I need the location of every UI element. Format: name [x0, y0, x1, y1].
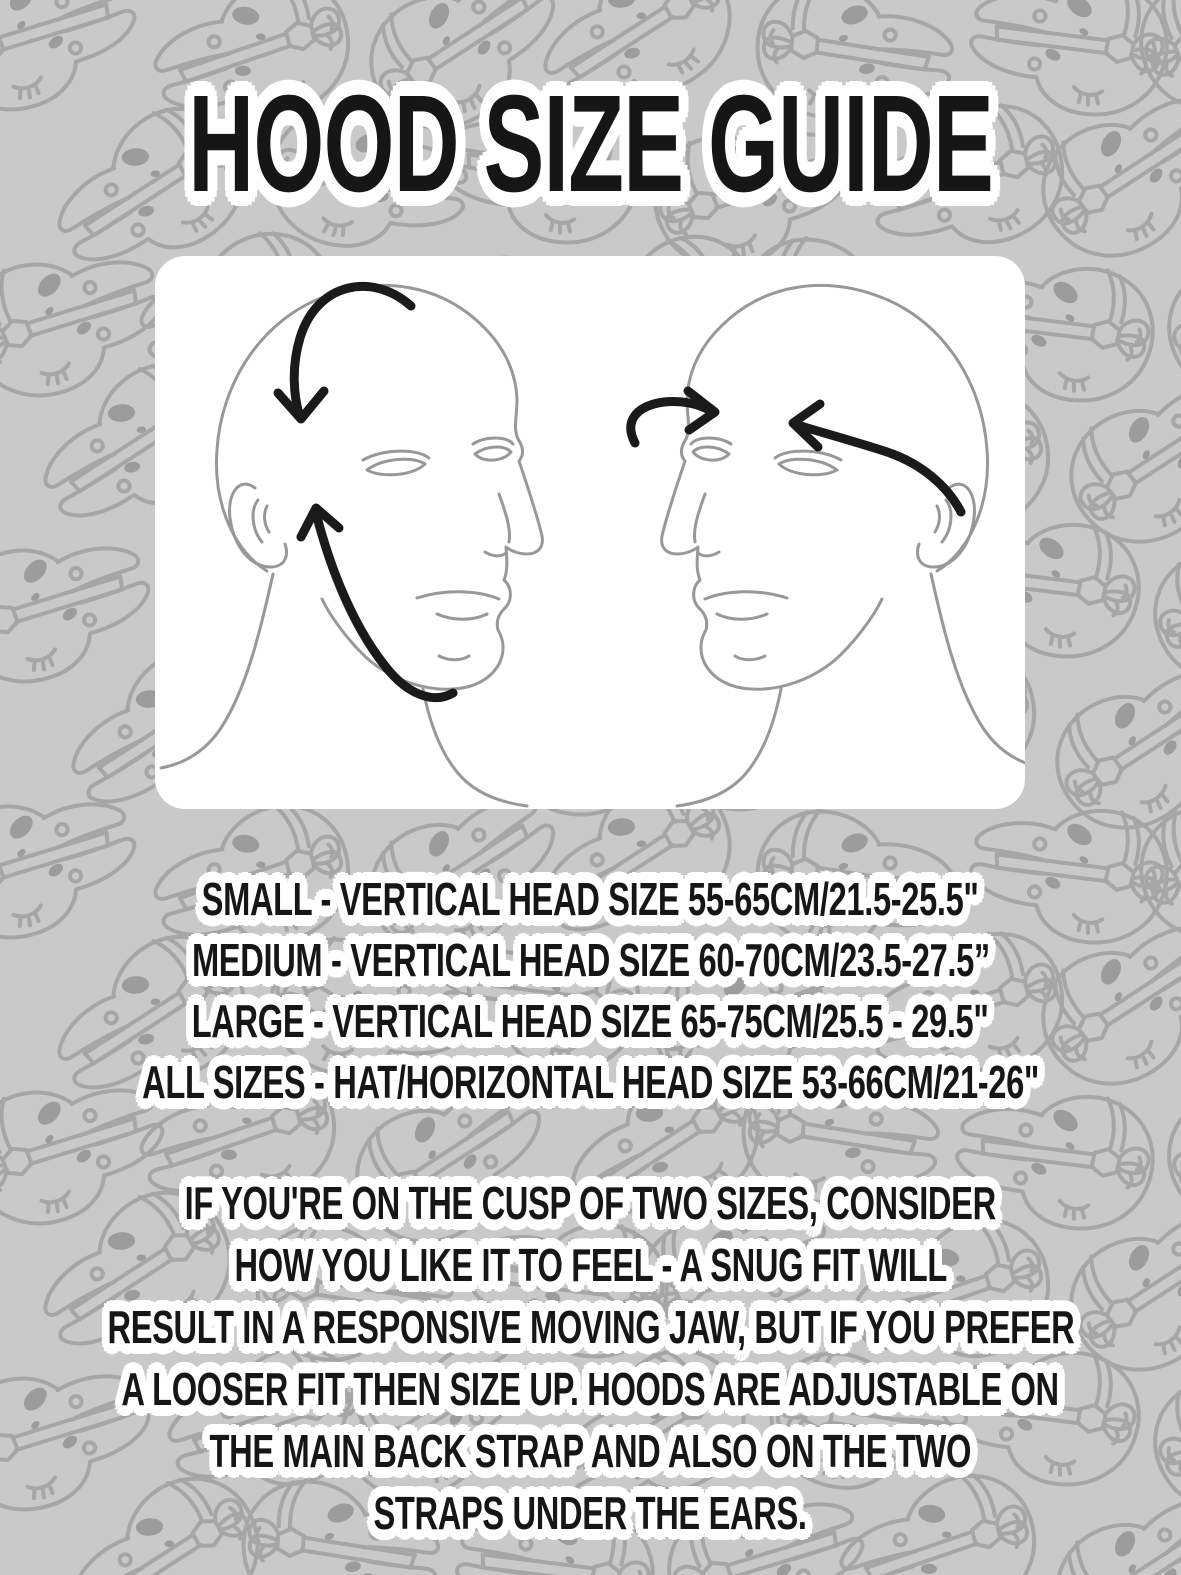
- fit-note-line-text: HOW YOU LIKE IT TO FEEL - A SNUG FIT WILL: [234, 1239, 947, 1291]
- fit-note-line-text: A LOOSER FIT THEN SIZE UP. HOODS ARE ADJUSTABLE ON: [121, 1363, 1060, 1415]
- size-line-all-sizes: [0, 1051, 1181, 1112]
- fit-note-line-text: THE MAIN BACK STRAP AND ALSO ON THE TWO: [209, 1425, 972, 1477]
- page-title-row: [0, 66, 1181, 221]
- size-line-small: [0, 868, 1181, 929]
- bird-mask-pattern-icon: [1032, 631, 1181, 857]
- size-line-large-text: LARGE - VERTICAL HEAD SIZE 65-75CM/25.5 - 29.5": [192, 994, 989, 1047]
- size-line-medium-text: MEDIUM - VERTICAL HEAD SIZE 60-70CM/23.5-27.5”: [191, 933, 990, 986]
- page-title: HOOD SIZE GUIDE: [188, 66, 993, 221]
- vertical-measure-arrows: [278, 286, 453, 697]
- size-line-small-text: SMALL - VERTICAL HEAD SIZE 55-65CM/21.5-25.5": [202, 872, 979, 925]
- fit-note-line: [0, 1234, 1181, 1296]
- bird-mask-pattern-icon: [0, 220, 181, 418]
- bird-mask-pattern-icon: [1136, 506, 1181, 704]
- fit-note-line: [0, 1296, 1181, 1358]
- size-line-large: [0, 990, 1181, 1051]
- fit-note-line: [0, 1172, 1181, 1234]
- left-head-figure: [161, 285, 542, 806]
- size-line-medium: [0, 929, 1181, 990]
- right-head-figure: [662, 285, 1025, 806]
- bird-mask-pattern-icon: [1150, 220, 1181, 418]
- head-measurement-illustration: [155, 256, 1025, 809]
- fit-note: [0, 1172, 1181, 1544]
- measurement-diagram-card: [155, 256, 1025, 809]
- fit-note-line: [0, 1420, 1181, 1482]
- fit-note-line-text: IF YOU'RE ON THE CUSP OF TWO SIZES, CONSIDER: [184, 1177, 997, 1229]
- size-list: [0, 868, 1181, 1112]
- fit-note-line-text: RESULT IN A RESPONSIVE MOVING JAW, BUT IF YOU PREFER: [107, 1301, 1074, 1353]
- fit-note-line: [0, 1358, 1181, 1420]
- fit-note-line-text: STRAPS UNDER THE EARS.: [373, 1487, 808, 1539]
- fit-note-line: [0, 1482, 1181, 1544]
- size-line-all-sizes-text: ALL SIZES - HAT/HORIZONTAL HEAD SIZE 53-66CM/21-26": [142, 1055, 1039, 1108]
